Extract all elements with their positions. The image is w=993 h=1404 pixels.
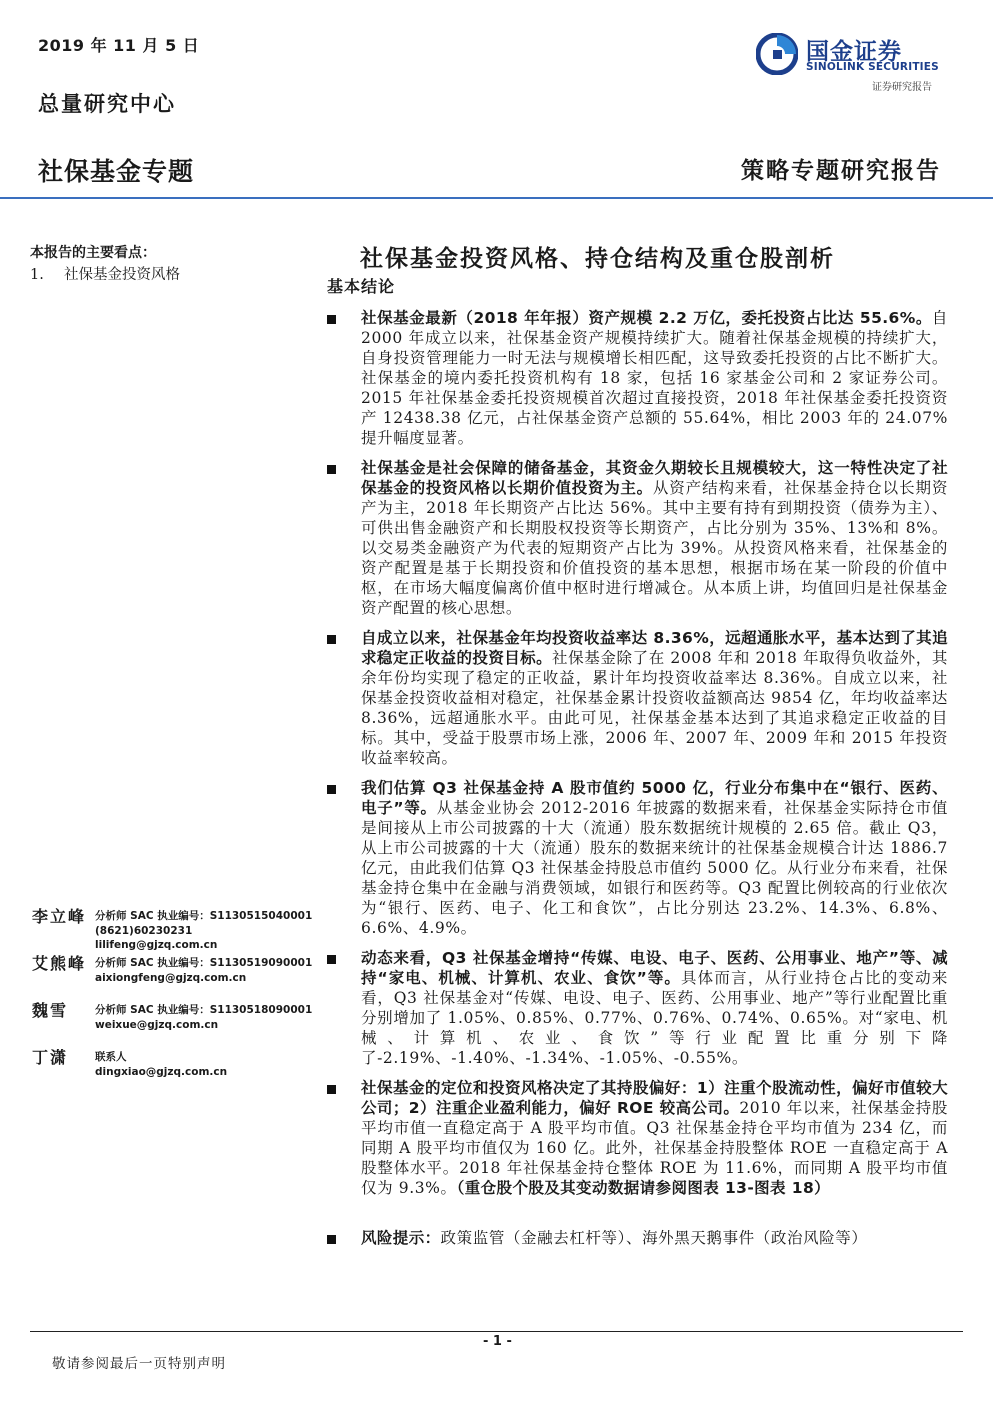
footer-disclaimer: 敬请参阅最后一页特别声明 bbox=[52, 1356, 226, 1372]
logo-name-en: SINOLINK SECURITIES bbox=[806, 61, 939, 73]
bullet-lead: 自成立以来，社保基金年均投资收益率达 8.36%，远超通胀水平，基本达到了其追求稳定正收益的投资目标。 bbox=[361, 629, 948, 667]
bullet-body: 社保基金除了在 2008 年和 2018 年取得负收益外，其余年份均实现了稳定的正收益，累计年均投资收益率达 8.36%。自成立以来，社保基金投资收益相对稳定，社保基金累计投资收益额高达 9854 亿，年均收益率达 8.36%，远超通胀水平。由此可见，社保基金基本达到了其追求稳定正收益的目标。其中，受益于股票市场上涨，2006 年、2007 年、2009 年和 2015 年投资收益率较高。 bbox=[361, 649, 948, 767]
report-title: 社保基金投资风格、持仓结构及重仓股剖析 bbox=[360, 245, 835, 272]
analyst-phone: (8621)60230231 bbox=[95, 924, 193, 937]
analyst-role: 联系人 bbox=[95, 1051, 127, 1063]
analyst-credential: 分析师 SAC 执业编号：S1130515040001 bbox=[95, 910, 313, 922]
highlights-title: 本报告的主要看点： bbox=[30, 245, 156, 261]
analyst-email[interactable]: weixue@gjzq.com.cn bbox=[95, 1018, 219, 1031]
bullet-body: 从资产结构来看，社保基金持仓以长期资产为主，2018 年长期资产占比达 56%。其中主要有持有到期投资（债券为主）、可供出售金融资产和长期股权投资等长期资产，占比分别为 35%、13%和 8%。以交易类金融资产为代表的短期资产占比为 39%。从投资风格来看，社保基金的资产配置是基于长期投资和价值投资的基本思想，根据市场在某一阶段的价值中枢，在市场大幅度偏离价值中枢时进行增减仓。从本质上讲，均值回归是社保基金资产配置的核心思想。 bbox=[361, 479, 948, 617]
conclusion-bullet bbox=[324, 628, 948, 768]
bullet-lead: 风险提示： bbox=[361, 1229, 441, 1247]
highlight-item-number: 1. bbox=[30, 267, 44, 283]
conclusion-bullet bbox=[324, 778, 948, 938]
bullet-body: 自 2000 年成立以来，社保基金资产规模持续扩大。随着社保基金规模的持续扩大，自身投资管理能力一时无法与规模增长相匹配，这导致委托投资的占比不断扩大。社保基金的境内委托投资机构有 18 家，包括 16 家基金公司和 2 家证券公司。2015 年社保基金委托投资规模首次超过直接投资，2018 年社保基金委托投资资产 12438.38 亿元，占社保基金资产总额的 55.64%，相比 2003 年的 24.07%提升幅度显著。 bbox=[361, 309, 948, 447]
bullet-lead: 社保基金的定位和投资风格决定了其持股偏好：1）注重个股流动性，偏好市值较大公司；2）注重企业盈利能力，偏好 ROE 较高公司。 bbox=[361, 1079, 948, 1117]
highlight-item-label: 社保基金投资风格 bbox=[64, 267, 180, 283]
bullet-square-icon bbox=[327, 1085, 336, 1094]
analyst-name: 丁潇 bbox=[32, 1048, 69, 1067]
bullet-body: 从基金业协会 2012-2016 年披露的数据来看，社保基金实际持仓市值是间接从上市公司披露的十大（流通）股东数据统计规模的 2.65 倍。截止 Q3，从上市公司披露的十大（流通）股东的数据来统计的社保基金规模合计达 1886.7 亿元，由此我们估算 Q3 社保基金持股总市值约 5000 亿。从行业分布来看，社保基金持仓集中在金融与消费领域，如银行和医药等。Q3 配置比例较高的行业依次为“银行、医药、电子、化工和食饮”，占比分别达 23.2%、14.3%、6.8%、6.6%、4.9%。 bbox=[361, 799, 949, 937]
page-number: - 1 - bbox=[483, 1334, 512, 1349]
analyst-email[interactable]: aixiongfeng@gjzq.com.cn bbox=[95, 971, 247, 984]
conclusion-bullet bbox=[324, 458, 948, 618]
report-topic: 社保基金专题 bbox=[38, 157, 195, 186]
analyst-credential: 分析师 SAC 执业编号：S1130518090001 bbox=[95, 1004, 313, 1016]
bullet-square-icon bbox=[327, 315, 336, 324]
bullet-lead: 我们估算 Q3 社保基金持 A 股市值约 5000 亿，行业分布集中在“银行、医药、电子”等。 bbox=[361, 779, 948, 817]
bullet-square-icon bbox=[327, 1235, 336, 1244]
company-logo bbox=[756, 30, 956, 96]
bullet-square-icon bbox=[327, 465, 336, 474]
sinolink-logo-icon bbox=[756, 33, 798, 75]
highlight-item bbox=[30, 263, 180, 284]
bullet-tail: （重仓股个股及其变动数据请参阅图表 13-图表 18） bbox=[456, 1179, 831, 1197]
analyst-name: 艾熊峰 bbox=[32, 954, 87, 973]
report-type: 策略专题研究报告 bbox=[741, 157, 941, 184]
bullet-body: 政策监管（金融去杠杆等）、海外黑天鹅事件（政治风险等） bbox=[440, 1229, 868, 1247]
logo-name-cn: 国金证券 bbox=[806, 39, 902, 65]
logo-subtitle: 证券研究报告 bbox=[872, 82, 932, 93]
analyst-email[interactable]: lilifeng@gjzq.com.cn bbox=[95, 939, 218, 951]
department-label: 总量研究中心 bbox=[38, 91, 176, 116]
analyst-credential: 分析师 SAC 执业编号：S1130519090001 bbox=[95, 957, 313, 969]
bullet-lead: 动态来看，Q3 社保基金增持“传媒、电设、电子、医药、公用事业、地产”等、减持“家电、机械、计算机、农业、食饮”等。 bbox=[361, 949, 948, 987]
analyst-name: 魏雪 bbox=[32, 1001, 69, 1020]
bullet-lead: 社保基金最新（2018 年年报）资产规模 2.2 万亿，委托投资占比达 55.6%。 bbox=[361, 309, 932, 327]
analyst-name: 李立峰 bbox=[32, 907, 87, 926]
bullet-body: 2010 年以来，社保基金持股平均市值一直稳定高于 A 股平均市值。Q3 社保基金持仓平均市值为 234 亿，而同期 A 股平均市值仅为 160 亿。此外，社保基金持股整体 ROE 一直稳定高于 A 股整体水平。2018 年社保基金持仓整体 ROE 为 11.6%，而同期 A 股平均市值仅为 9.3%。 bbox=[361, 1099, 948, 1197]
conclusion-bullet bbox=[324, 1078, 948, 1198]
footer-divider bbox=[30, 1331, 963, 1332]
bullet-square-icon bbox=[327, 785, 336, 794]
bullet-square-icon bbox=[327, 955, 336, 964]
risk-bullet bbox=[324, 1228, 948, 1248]
header-divider bbox=[0, 197, 993, 199]
bullet-lead: 社保基金是社会保障的储备基金，其资金久期较长且规模较大，这一特性决定了社保基金的投资风格以长期价值投资为主。 bbox=[361, 459, 948, 497]
conclusion-bullet bbox=[324, 948, 948, 1068]
report-date: 2019 年 11 月 5 日 bbox=[38, 36, 200, 55]
section-title: 基本结论 bbox=[327, 277, 396, 296]
conclusion-bullet bbox=[324, 308, 948, 448]
bullet-body: 具体而言，从行业持仓占比的变动来看，Q3 社保基金对“传媒、电设、电子、医药、公用事业、地产”等行业配置比重分别增加了 1.05%、0.85%、0.77%、0.76%、0.74%、0.65%。对“家电、机械、计算机、农业、食饮”等行业配置比重分别下降了-2.19%、-1.40%、-1.34%、-1.05%、-0.55%。 bbox=[361, 969, 948, 1067]
analyst-email[interactable]: dingxiao@gjzq.com.cn bbox=[95, 1065, 228, 1078]
bullet-square-icon bbox=[327, 635, 336, 644]
